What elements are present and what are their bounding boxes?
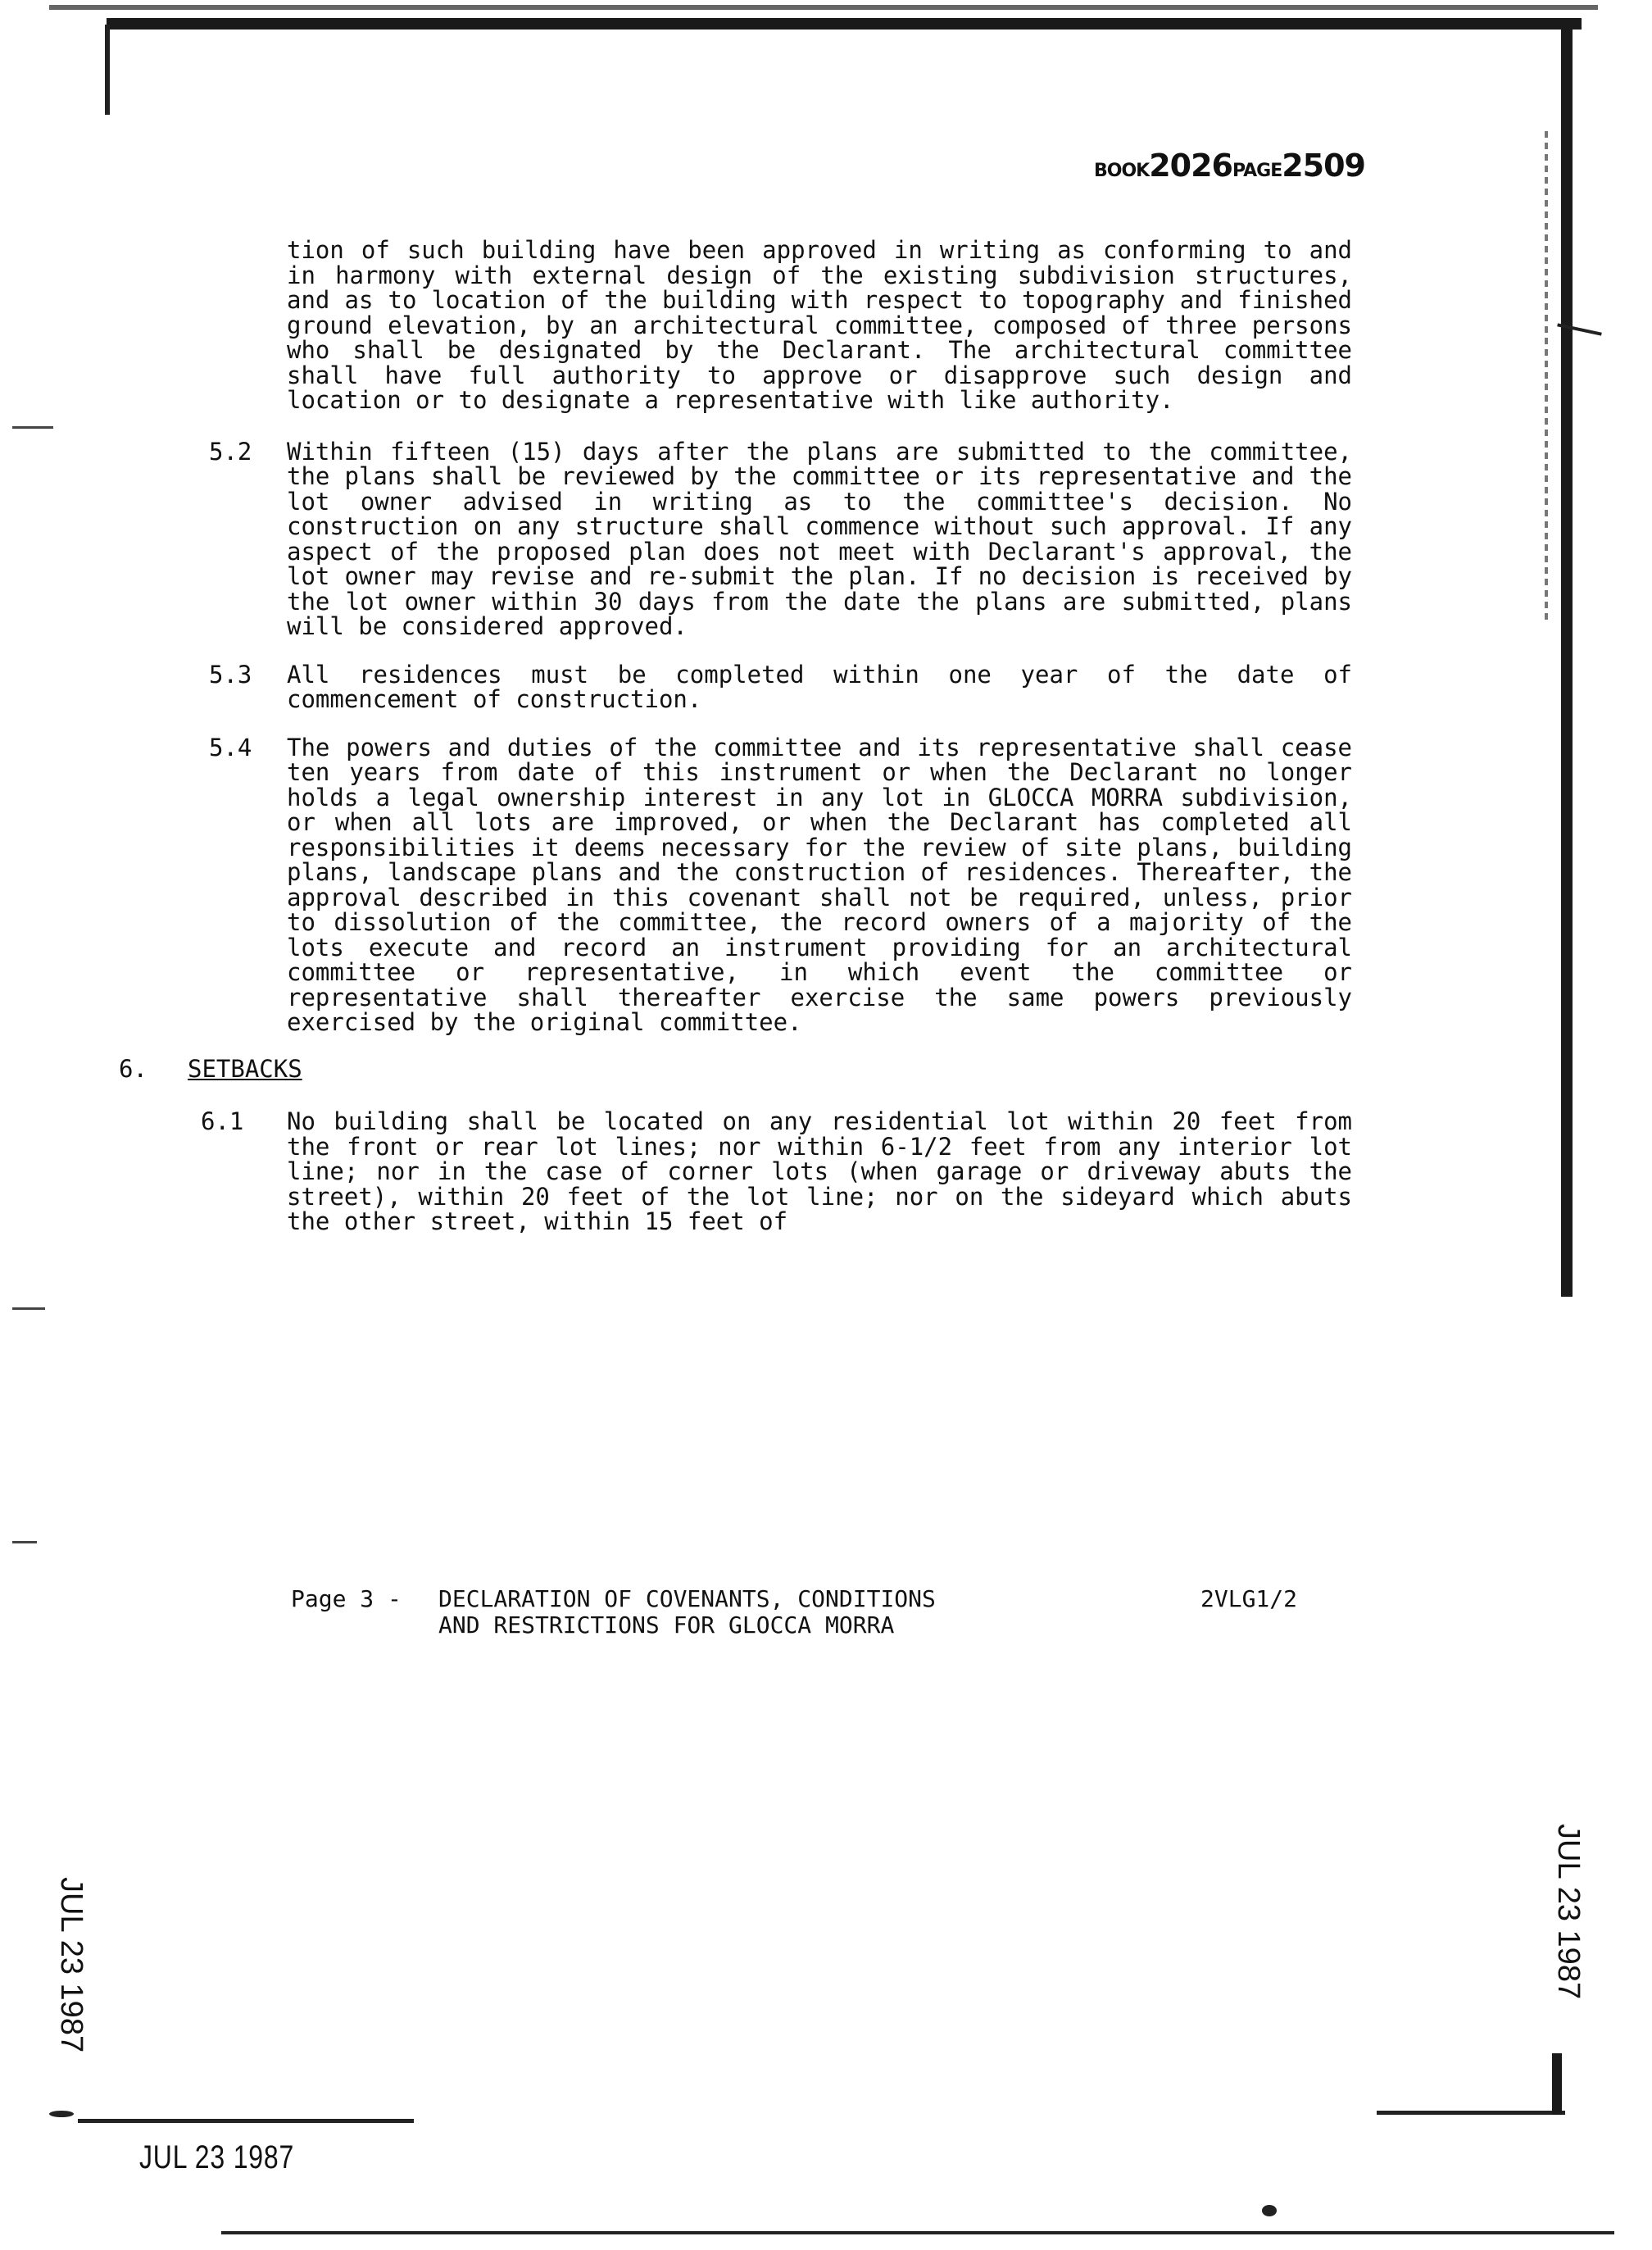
clause-text: No building shall be located on any residential lot within 20 feet from the front or rear lot lines; nor within 6-1/2 feet from any interior lot line; nor in the case of corner lots (when garage or driveway abuts the street), within 20 feet of the lot line; nor on the sideyard which abuts the other street, within 15 feet of: [287, 1107, 1352, 1235]
section-title: SETBACKS: [188, 1054, 302, 1083]
scan-edge-bottom-right: [1552, 2053, 1562, 2115]
book-number: 2026: [1149, 148, 1232, 184]
footer-title-line2: AND RESTRICTIONS FOR GLOCCA MORRA: [438, 1611, 895, 1639]
book-label: BOOK: [1094, 161, 1150, 181]
scan-smudge: [1262, 2205, 1277, 2216]
scan-edge-right: [1561, 18, 1573, 1297]
scan-mark-left: [12, 1307, 45, 1310]
scan-edge-left-bracket: [105, 25, 110, 115]
page-footer: [291, 1586, 1332, 1639]
footer-page-number: Page 3 -: [291, 1585, 402, 1612]
page-number: 2509: [1282, 148, 1365, 184]
clause-number: 6.1: [201, 1107, 244, 1135]
date-stamp-bottom: JUL 23 1987: [139, 2139, 295, 2175]
document-body: [119, 236, 1352, 1235]
clause-text: The powers and duties of the committee and its representative shall cease ten years from date of this instrument or when the Declarant no longer holds a legal ownership interest in any lot in GLOCCA MORRA subdivision, or when all lots are improved, or when the Declarant has completed all responsibilities it deems necessary for the review of site plans, building plans, landscape plans and the construction of residences. Thereafter, the approval described in this covenant shall not be required, unless, prior to dissolution of the committee, the record owners of a majority of the lots execute and record an instrument providing for an architectural committee or representative, in which event the committee or representative shall thereafter exercise the same powers previously exercised by the original committee.: [287, 733, 1352, 1036]
clause-5-4: [209, 735, 1352, 1035]
scan-mark-left: [12, 1541, 37, 1543]
footer-title-line1: DECLARATION OF COVENANTS, CONDITIONS: [438, 1585, 936, 1612]
book-page-stamp: [1094, 148, 1365, 184]
date-stamp-left-margin: JUL 23 1987: [54, 1877, 88, 2053]
page-label: PAGE: [1232, 161, 1282, 181]
clause-5-2: [209, 439, 1352, 639]
scan-edge-top-faint: [49, 5, 1598, 10]
clause-6-1: [201, 1109, 1352, 1234]
clause-number: 5.3: [209, 660, 252, 689]
scan-mark-left: [12, 426, 53, 429]
clause-number: 5.4: [209, 733, 252, 761]
continuation-paragraph: tion of such building have been approved in writing as conforming to and in harmony with external design of the existing subdivision structures, and as to location of the building with respect to topography and finished ground elevation, by an architectural committee, composed of three persons who shall be designated by the Declarant. The architectural committee shall have full authority to approve or disapprove such design and location or to designate a representative with like authority.: [287, 236, 1352, 414]
section-heading-setbacks: [119, 1054, 1352, 1083]
scan-smudge: [49, 2111, 74, 2117]
date-stamp-right-margin: JUL 23 1987: [1551, 1824, 1586, 2000]
section-number: 6.: [119, 1054, 148, 1083]
scan-rule-bottom-left: [78, 2119, 414, 2123]
scan-rule-bottom-right: [1377, 2111, 1565, 2115]
clause-5-3: [209, 662, 1352, 712]
scan-rule-bottom: [221, 2231, 1614, 2234]
footer-code: 2VLG1/2: [1200, 1585, 1298, 1612]
scan-edge-top: [107, 18, 1582, 30]
clause-text: Within fifteen (15) days after the plans are submitted to the committee, the plans shall be reviewed by the committee or its representative and the lot owner advised in writing as to the committee's decision. No construction on any structure shall commence without such approval. If any aspect of the proposed plan does not meet with Declarant's approval, the lot owner may revise and re-submit the plan. If no decision is received by the lot owner within 30 days from the date the plans are submitted, plans will be considered approved.: [287, 437, 1352, 640]
scan-edge-right-dashed: [1545, 131, 1548, 623]
clause-number: 5.2: [209, 437, 252, 466]
clause-text: All residences must be completed within one year of the date of commencement of construction.: [287, 660, 1352, 713]
